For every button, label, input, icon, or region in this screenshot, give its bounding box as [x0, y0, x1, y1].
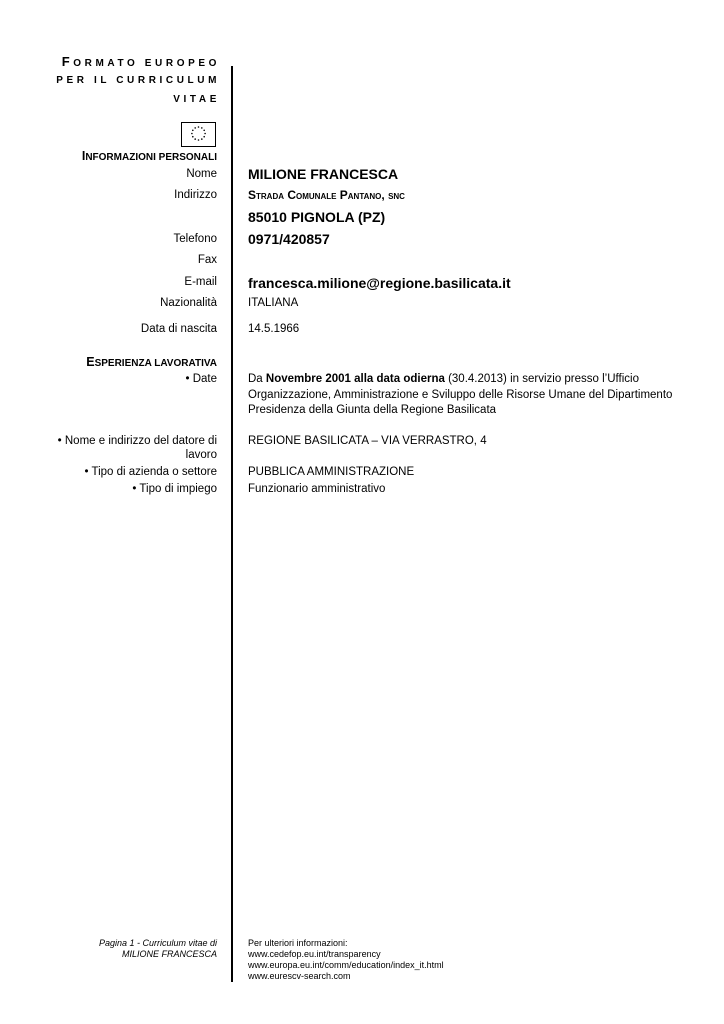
name-value: MILIONE FRANCESCA — [248, 166, 399, 182]
phone-value: 0971/420857 — [248, 231, 330, 247]
section-work-experience — [86, 355, 217, 369]
employer-label-line2: lavoro — [185, 449, 217, 461]
birth-date-label: Data di nascita — [140, 323, 217, 335]
cv-title-initial: F — [61, 54, 74, 69]
cv-title-line1 — [62, 52, 220, 73]
dates-prefix: Da — [248, 373, 266, 385]
cv-title-line2: PER IL CURRICULUM — [56, 75, 220, 86]
section-rest: NFORMAZIONI PERSONALI — [85, 152, 217, 163]
address-line1: Strada Comunale Pantano, snc — [248, 188, 405, 202]
email-value[interactable]: francesca.milione@regione.basilicata.it — [248, 275, 511, 291]
cv-title-line3: VITAE — [173, 94, 220, 105]
nationality-value: ITALIANA — [248, 297, 299, 309]
vertical-divider — [231, 66, 233, 982]
section-rest: SPERIENZA LAVORATIVA — [94, 358, 217, 369]
fax-label: Fax — [197, 254, 217, 266]
dates-period: Novembre 2001 alla data odierna — [265, 373, 445, 385]
phone-label: Telefono — [173, 233, 217, 245]
footer-link-cedefop[interactable]: www.cedefop.eu.int/transparency — [248, 949, 381, 959]
eu-flag-icon — [181, 122, 216, 147]
section-personal-info — [82, 149, 217, 163]
employer-value: REGIONE BASILICATA – VIA VERRASTRO, 4 — [248, 435, 487, 447]
address-label: Indirizzo — [174, 189, 217, 201]
dates-detail: (30.4.2013) in servizio presso l’Ufficio Organizzazione, Amministrazione e Sviluppo delle Risorse Umane del Dipartimento Presidenza della Giunta della Regione Basilicata — [248, 373, 673, 416]
cv-title-rest: ORMATO EUROPEO — [73, 58, 220, 69]
employer-label-line1: • Nome e indirizzo del datore di — [57, 435, 217, 447]
footer-link-europa[interactable]: www.europa.eu.int/comm/education/index_it.html — [248, 960, 444, 970]
footer-page-line2: MILIONE FRANCESCA — [121, 949, 217, 959]
sector-label: • Tipo di azienda o settore — [84, 466, 217, 478]
dates-description — [248, 372, 688, 419]
footer-links — [248, 938, 444, 982]
dates-label: • Date — [185, 373, 217, 385]
birth-date-value: 14.5.1966 — [248, 323, 300, 335]
job-type-label: • Tipo di impiego — [132, 483, 217, 495]
address-line2: 85010 PIGNOLA (PZ) — [248, 209, 386, 225]
name-label: Nome — [186, 168, 217, 180]
section-initial: E — [86, 355, 95, 369]
footer-page-info — [99, 938, 217, 960]
job-type-value: Funzionario amministrativo — [248, 483, 386, 495]
footer-info-heading: Per ulteriori informazioni: — [248, 938, 348, 948]
email-label: E-mail — [184, 276, 217, 288]
sector-value: PUBBLICA AMMINISTRAZIONE — [248, 466, 415, 478]
footer-page-line1: Pagina 1 - Curriculum vitae di — [98, 938, 217, 948]
nationality-label: Nazionalità — [160, 297, 217, 309]
section-initial: I — [81, 149, 86, 163]
footer-link-eurescv[interactable]: www.eurescv-search.com — [248, 971, 351, 981]
employer-label — [58, 434, 217, 462]
